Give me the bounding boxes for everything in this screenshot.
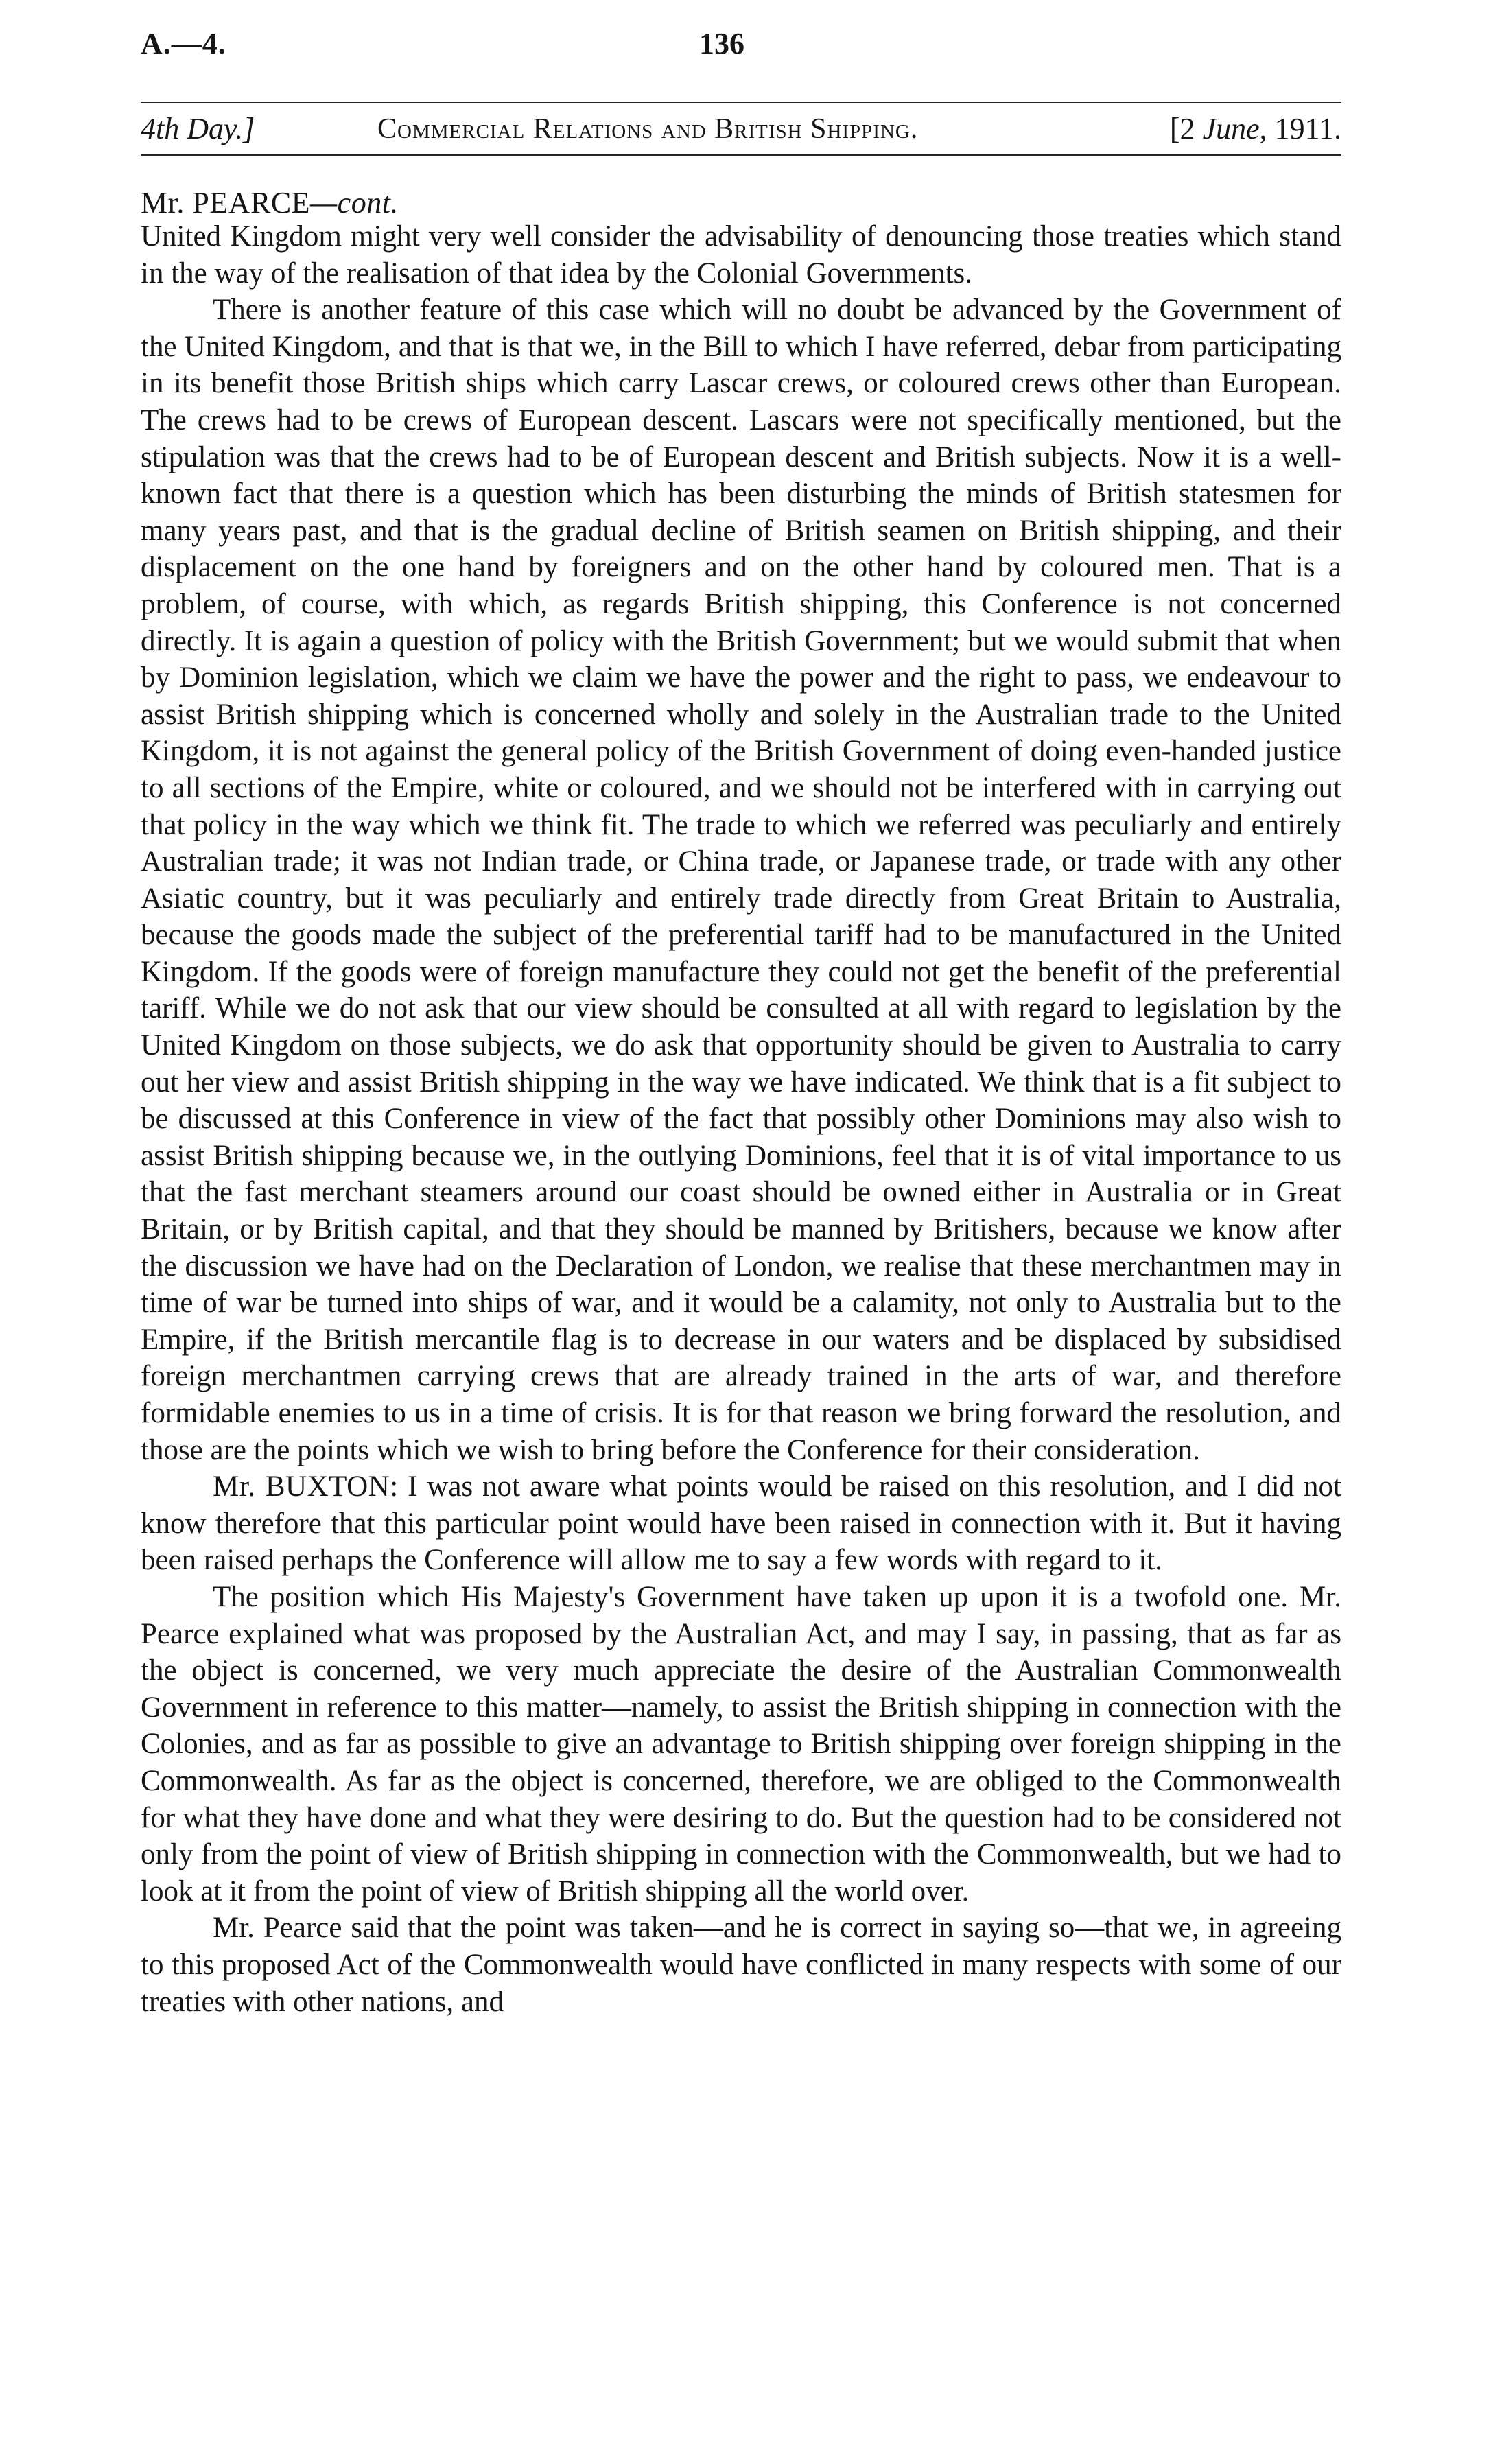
document-id: A.—4. bbox=[141, 27, 226, 60]
running-head bbox=[141, 111, 1341, 151]
paragraph-text: There is another feature of this case which will no doubt be advanced by the Government of the United Kingdom, and that is that we, in the Bill to which I have referred, debar from participating in its benefit those British ships which carry Lascar crews, or coloured crews other than European. The crews had to be crews of European descent. Lascars were not specifically mentioned, but the stipulation was that the crews had to be of European descent and British subjects. Now it is a well-known fact that there is a question which has been disturbing the minds of British statesmen for many years past, and that is the gradual decline of British seamen on British shipping, and their displacement on the one hand by foreigners and on the other hand by coloured men. That is a problem, of course, with which, as regards British shipping, this Conference is not concerned directly. It is again a question of policy with the British Government; but we would submit that when by Dominion legislation, which we claim we have the power and the right to pass, we endeavour to assist British shipping which is concerned wholly and solely in the Australian trade to the United Kingdom, it is not against the general policy of the British Government of doing even-handed justice to all sections of the Empire, white or coloured, and we should not be interfered with in carrying out that policy in the way which we think fit. The trade to which we referred was peculiarly and entirely Australian trade; it was not Indian trade, or China trade, or Japanese trade, or trade with any other Asiatic country, but it was peculiarly and entirely trade directly from Great Britain to Australia, because the goods made the subject of the preferential tariff had to be manufactured in the United Kingdom. If the goods were of foreign manufacture they could not get the benefit of the preferential tariff. While we do not ask that our view should be consulted at all with regard to legislation by the United Kingdom on those subjects, we do ask that opportunity should be given to Australia to carry out her view and assist British shipping in the way we have indicated. We think that is a fit subject to be discussed at this Conference in view of the fact that possibly other Dominions may also wish to assist British shipping because we, in the outlying Dominions, feel that it is of vital importance to us that the fast merchant steamers around our coast should be owned either in Australia or in Great Britain, or by British capital, and that they should be manned by Britishers, because we know after the discussion we have had on the Declaration of London, we realise that these merchantmen may in time of war be turned into ships of war, and it would be a calamity, not only to Australia but to the Empire, if the British mercantile flag is to decrease in our waters and be displaced by subsidised foreign merchantmen carrying crews that are already trained in the arts of war, and therefore formidable enemies to us in a time of crisis. It is for that reason we bring forward the resolution, and those are the points which we wish to bring before the Conference for their consideration. bbox=[141, 294, 1341, 1466]
continued-marker: —cont. bbox=[310, 186, 399, 220]
page-number: 136 bbox=[699, 27, 744, 60]
paragraph-text: : I was not aware what points would be raised on this resolution, and I did not know therefore that this particular point would have been raised in connection with it. But it having been raised perhaps the Conference will allow me to say a few words with regard to it. bbox=[141, 1470, 1341, 1577]
date-suffix: , 1911. bbox=[1259, 112, 1341, 145]
date-month: June bbox=[1202, 112, 1260, 145]
running-head-title: Commercial Relations and British Shipping. bbox=[377, 113, 919, 145]
speaker-name: Mr. BUXTON bbox=[213, 1470, 390, 1503]
paragraph-text: The position which His Majesty's Government have taken up upon it is a twofold one. Mr. Pearce explained what was proposed by the Australian Act, and may I say, in passing, that as far as the object is concerned, we very much appreciate the desire of the Australian Commonwealth Government in reference to this matter—namely, to assist the British shipping in connection with the Colonies, and as far as possible to give an advantage to British shipping over foreign shipping in the Commonwealth. As far as the object is concerned, therefore, we are obliged to the Commonwealth for what they have done and what they were desiring to do. But the question had to be considered not only from the point of view of British shipping in connection with the Commonwealth, but we had to look at it from the point of view of British shipping all the world over. bbox=[141, 1580, 1341, 1908]
running-head-day: 4th Day.] bbox=[141, 112, 255, 145]
date-prefix: [2 bbox=[1169, 112, 1203, 145]
paragraph-text: United Kingdom might very well consider the advisability of denouncing those treaties which stand in the way of the realisation of that idea by the Colonial Governments. bbox=[141, 220, 1341, 290]
paragraph bbox=[141, 1579, 1341, 1910]
paragraph bbox=[141, 292, 1341, 1468]
paragraph-text: Mr. Pearce said that the point was taken—and he is correct in saying so—that we, in agreeing to this proposed Act of the Commonwealth would have conflicted in many respects with some of our treaties with other nations, and bbox=[141, 1912, 1341, 2018]
body-text bbox=[141, 218, 1341, 2020]
page-top-line bbox=[141, 26, 1341, 67]
paragraph bbox=[141, 1910, 1341, 2020]
speaker-name: Mr. PEARCE bbox=[141, 186, 311, 220]
paragraph bbox=[141, 1468, 1341, 1579]
paragraph bbox=[141, 218, 1341, 292]
speaker-continued bbox=[141, 185, 399, 220]
header-rule-bottom bbox=[141, 154, 1341, 156]
header-rule-top bbox=[141, 102, 1341, 103]
running-head-date bbox=[1170, 111, 1341, 146]
